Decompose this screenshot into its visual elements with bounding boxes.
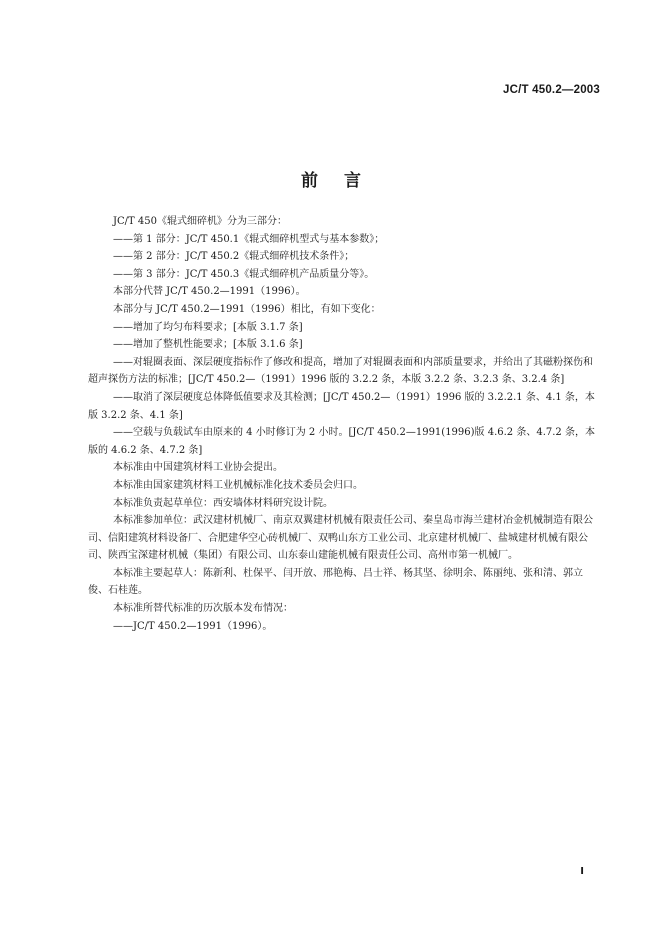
paragraph: ——第 3 部分：JC/T 450.3《辊式细碎机产品质量分等》。 <box>113 268 375 280</box>
paragraph: 本标准负责起草单位：西安墙体材料研究设计院。 <box>113 497 333 509</box>
paragraph: ——第 1 部分：JC/T 450.1《辊式细碎机型式与基本参数》； <box>113 233 385 245</box>
paragraph: ——第 2 部分：JC/T 450.2《辊式细碎机技术条件》； <box>113 251 355 263</box>
paragraph: 本部分代替 JC/T 450.2—1991（1996）。 <box>113 286 306 298</box>
paragraph: 本标准参加单位：武汉建材机械厂、南京双翼建材机械有限责任公司、秦皇岛市海兰建材冶金机械制造有限公司、信阳建筑材料设备厂、合肥建华空心砖机械厂、双鸭山东方工业公司、北京建材机械厂、盐城建材机械有限公司、陕西宝深建材机械（集团）有限公司、山东泰山建能机械有限责任公司、高州市第一机械厂。 <box>88 515 593 562</box>
standard-code: JC/T 450.2—2003 <box>503 84 600 96</box>
foreword-body <box>88 213 602 635</box>
paragraph: ——空载与负载试车由原来的 4 小时修订为 2 小时。[JC/T 450.2—1991(1996)版 4.6.2 条、4.7.2 条，本版的 4.6.2 条、4.7.2 条] <box>88 427 595 456</box>
paragraph: 本部分与 JC/T 450.2—1991（1996）相比，有如下变化： <box>113 303 381 315</box>
paragraph: 本标准由中国建筑材料工业协会提出。 <box>113 462 283 474</box>
paragraph: ——增加了均匀布料要求；[本版 3.1.7 条] <box>113 321 303 333</box>
paragraph: ——取消了深层硬度总体降低值要求及其检测；[JC/T 450.2—（1991）1996 版的 3.2.2.1 条、4.1 条，本版 3.2.2 条、4.1 条] <box>88 391 595 421</box>
page-title: 前言 <box>301 171 387 191</box>
paragraph: ——增加了整机性能要求；[本版 3.1.6 条] <box>113 339 303 351</box>
paragraph: ——JC/T 450.2—1991（1996）。 <box>113 620 273 632</box>
paragraph: 本标准所替代标准的历次版本发布情况： <box>113 603 293 615</box>
paragraph: 本标准主要起草人：陈新利、杜保平、闫开放、邢艳梅、吕士祥、杨其坚、徐明余、陈丽纯、张和清、郭立俊、石桂莲。 <box>88 567 583 597</box>
paragraph: JC/T 450《辊式细碎机》分为三部分： <box>113 216 287 227</box>
page-number: I <box>580 866 584 877</box>
paragraph: 本标准由国家建筑材料工业机械标准化技术委员会归口。 <box>113 479 363 491</box>
paragraph: ——对辊圈表面、深层硬度指标作了修改和提高，增加了对辊圈表面和内部质量要求，并给出了其磁粉探伤和超声探伤方法的标准；[JC/T 450.2—（1991）1996 版的 3.2.2 条，本版 3.2.2 条、3.2.3 条、3.2.4 条] <box>88 356 593 386</box>
